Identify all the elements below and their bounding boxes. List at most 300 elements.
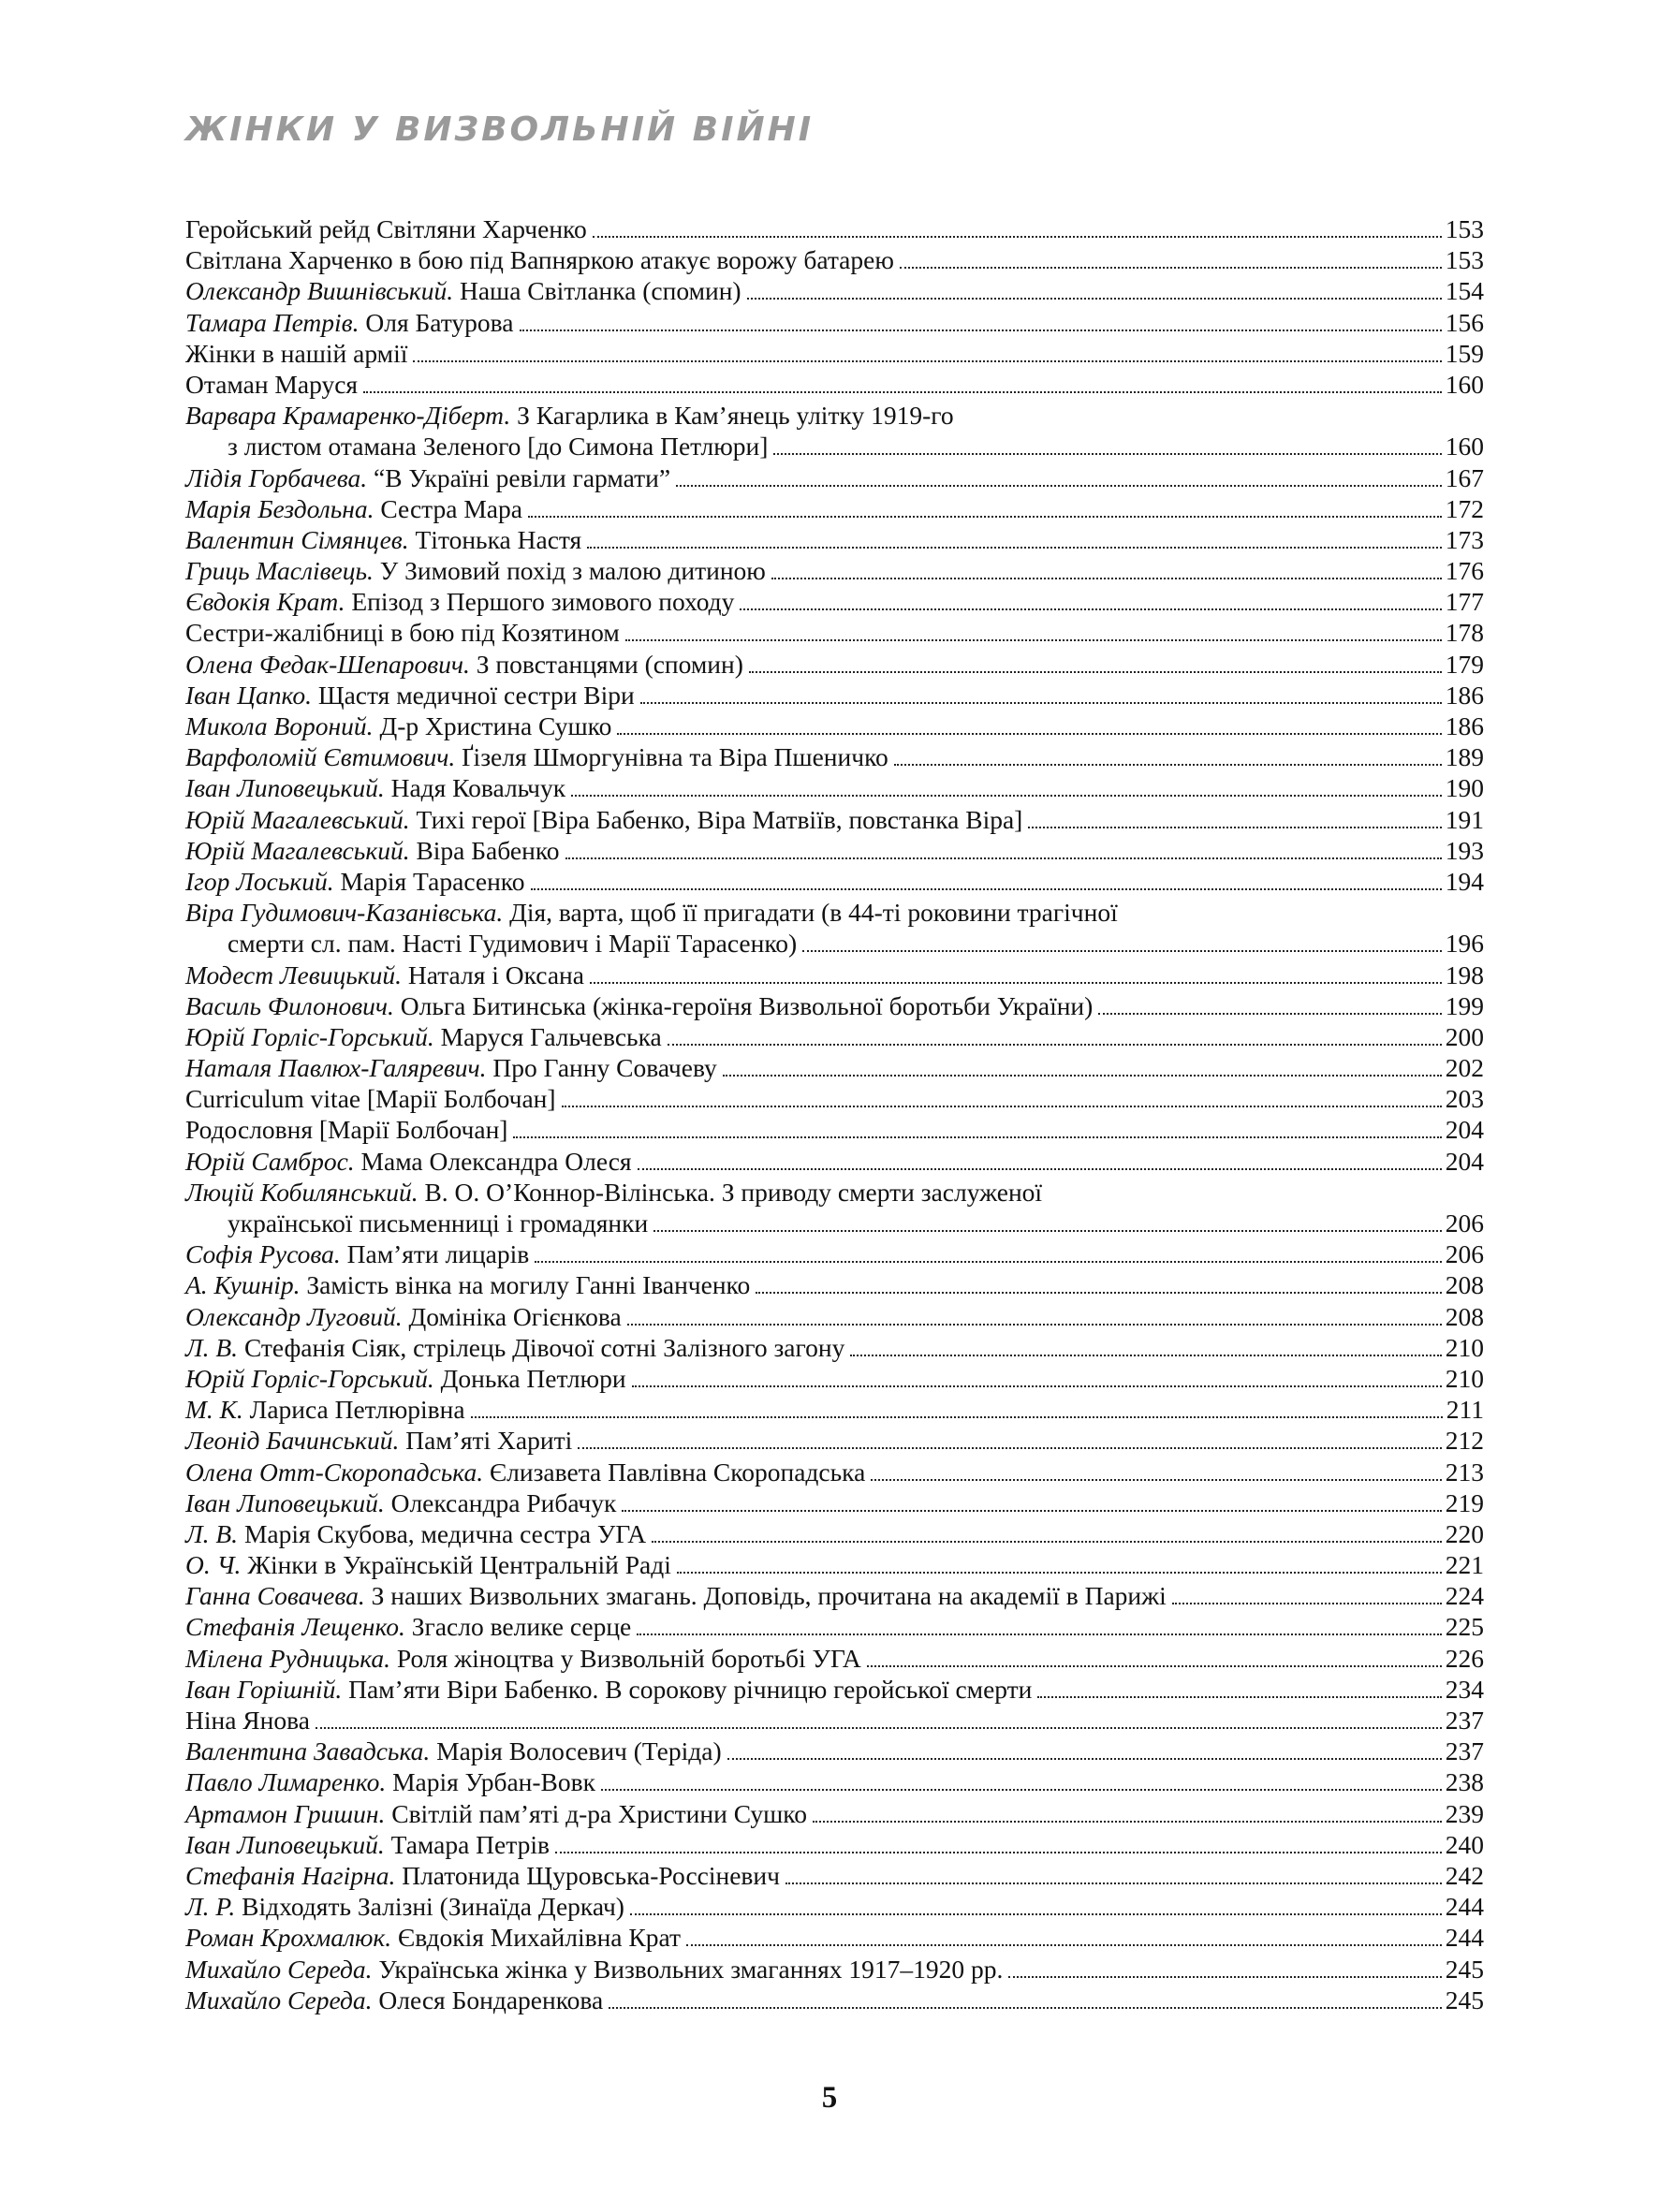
toc-entry-line [185,1021,1484,1052]
toc-entry-author: Л. Р. [185,1892,236,1922]
toc-entry-text [185,213,587,244]
toc-entry-text [185,1269,750,1300]
toc-entry-author: Марія Бездольна. [185,493,374,523]
toc-entry-text [185,369,358,400]
toc-entry-line [185,493,1484,524]
toc-entry-line [185,1083,1484,1114]
toc-entry [185,960,1484,990]
toc-entry-line [185,1954,1484,1985]
toc-entry-title: Донька Петлюри [440,1363,626,1393]
toc-entry [185,1021,1484,1052]
toc-entry-line [185,1052,1484,1083]
toc-entry-title: Пам’яти Віри Бабенко. В сорокову річницю геройської смерти [348,1674,1033,1704]
toc-page-number: 224 [1445,1581,1484,1611]
toc-entry-line [185,741,1484,772]
toc-entry-text [185,649,743,680]
dot-leader [571,795,1442,797]
toc-entry-text [185,338,407,369]
toc-entry-author: Стефанія Лещенко. [185,1612,405,1642]
toc-page-number: 186 [1445,680,1484,710]
toc-entry-text [185,1798,807,1829]
toc-entry-title: Пам’яті Хариті [405,1426,573,1456]
toc-entry-title: Світлій пам’яті д-ра Христини Сушко [391,1798,808,1828]
toc-page-number: 153 [1445,214,1484,243]
toc-page-number: 190 [1445,773,1484,803]
toc-entry-author: Стефанія Нагірна. [185,1860,396,1890]
toc-entry-title: Сестра Мара [380,493,522,523]
toc-entry [185,1643,1484,1674]
toc-entry [185,1114,1484,1145]
dot-leader [638,1168,1442,1170]
dot-leader [773,453,1441,455]
dot-leader [686,1944,1442,1946]
toc-entry-line [185,835,1484,866]
toc-entry-author: Юрій Горліс-Горський. [185,1021,434,1051]
toc-entry-text [185,1705,310,1736]
toc-entry [185,804,1484,835]
toc-entry-title: Родословня [Марії Болбочан] [185,1115,508,1145]
toc-entry [185,1891,1484,1922]
toc-entry-text [185,1363,626,1394]
toc-entry [185,524,1484,555]
toc-entry-title: Стефанія Сіяк, стрілець Дівочої сотні Залізного загону [243,1332,845,1362]
toc-entry-title: Мама Олександра Олеся [360,1146,632,1176]
dot-leader [625,639,1442,641]
toc-entry [185,617,1484,648]
toc-entry-text [185,1766,595,1797]
toc-entry-line [185,1457,1484,1487]
toc-entry-author: Валентин Сімянцев. [185,524,409,554]
toc-entry [185,1549,1484,1580]
dot-leader [850,1355,1441,1356]
toc-entry-title: З повстанцями (спомин) [476,649,743,679]
toc-entry-text [185,555,766,586]
toc-page-number: 210 [1445,1332,1484,1362]
dot-leader [609,2007,1442,2009]
toc-entry-text [185,1178,1042,1207]
toc-entry-line [185,990,1484,1021]
toc-entry-title-continued: української письменниці і громадянки [228,1209,649,1238]
toc-entry-title: Тамара Петрів [390,1829,550,1859]
toc-entry-line [185,1891,1484,1922]
toc-entry-title: Українська жінка у Визвольних змаганнях 1917–1920 рр. [378,1954,1004,1984]
toc-page-number: 225 [1445,1612,1484,1642]
toc-entry-author: Іван Горішній. [185,1674,343,1704]
toc-entry-text [185,680,635,710]
toc-page-number: 203 [1445,1084,1484,1114]
toc-page-number: 208 [1445,1270,1484,1300]
toc-entry-line [185,275,1484,306]
toc-entry [185,1798,1484,1829]
toc-page-number: 200 [1445,1021,1484,1051]
toc-entry [185,400,1484,461]
toc-page-number: 240 [1445,1829,1484,1859]
dot-leader [668,1044,1442,1046]
toc-entry-author: Олександр Вишнівський. [185,276,454,306]
dot-leader [601,1789,1442,1791]
toc-entry-continuation [185,928,1484,959]
toc-entry-text [185,1301,622,1332]
page-number: 5 [821,2081,838,2115]
toc-entry-text [185,804,1022,835]
toc-entry-line [185,307,1484,338]
toc-entry-author: Софія Русова. [185,1239,341,1269]
toc-entry-line [185,772,1484,803]
toc-entry-text [185,1829,550,1860]
toc-entry-line [185,1301,1484,1332]
toc-page-number: 202 [1445,1053,1484,1083]
toc-entry [185,1052,1484,1083]
toc-entry [185,649,1484,680]
dot-leader [528,516,1442,518]
toc-entry-title: Жінки в Українській Центральній Раді [247,1550,671,1580]
toc-entry [185,1922,1484,1953]
toc-page-number: 206 [1445,1209,1484,1238]
toc-entry-line [185,1114,1484,1145]
toc-entry-line [185,649,1484,680]
toc-page-number: 194 [1445,866,1484,896]
toc-entry-author: Олександр Луговий. [185,1301,403,1331]
toc-entry [185,741,1484,772]
toc-entry [185,1269,1484,1300]
toc-entry-line [185,369,1484,400]
toc-entry [185,555,1484,586]
toc-entry-title: Олеся Бондаренкова [378,1985,604,2014]
toc-entry-author: О. Ч. [185,1550,242,1580]
toc-entry [185,462,1484,493]
toc-entry-text [185,1891,624,1922]
toc-page-number: 206 [1445,1239,1484,1269]
toc-entry-text [185,1860,780,1891]
dot-leader [627,1324,1442,1326]
toc-entry-author: Микола Вороний. [185,711,374,740]
toc-page-number: 239 [1445,1798,1484,1828]
toc-entry-line [185,1363,1484,1394]
dot-leader [749,671,1442,673]
toc-page-number: 177 [1445,587,1484,617]
toc-page-number: 189 [1445,742,1484,772]
toc-entry [185,1487,1484,1518]
dot-leader [1098,1013,1441,1015]
toc-entry [185,369,1484,400]
dot-leader [535,1261,1441,1263]
toc-entry-text [185,462,670,493]
toc-entry-author: Михайло Середа. [185,1985,373,2014]
toc-entry-line [185,1425,1484,1456]
toc-entry-author: Модест Левицький. [185,960,402,989]
toc-entry [185,1985,1484,2015]
toc-entry-line [185,1177,1484,1208]
toc-entry-title: Євдокія Михайлівна Крат [398,1923,681,1953]
toc-entry-author: Юрій Самброс. [185,1146,355,1176]
dot-leader [771,578,1442,579]
toc-entry-author: Тамара Петрів. [185,307,360,337]
dot-leader [1028,827,1441,828]
toc-entry-title: Тітонька Настя [415,524,582,554]
toc-entry-continuation [185,431,1484,461]
toc-entry-title: Олександра Рибачук [390,1487,617,1517]
dot-leader [630,1913,1442,1915]
toc-page-number: 226 [1445,1643,1484,1673]
toc-entry-title: Геройський рейд Світляни Харченко [185,214,587,243]
toc-entry-text [185,1736,722,1766]
toc-entry-text [185,1922,681,1953]
toc-page-number: 245 [1445,1985,1484,2014]
dot-leader [363,391,1442,393]
toc-entry-title: В. О. О’Коннор-Вілінська. З приводу смерти заслуженої [424,1177,1043,1207]
toc-entry-line [185,680,1484,710]
dot-leader [652,1541,1442,1543]
toc-entry-line [185,1985,1484,2015]
dot-leader [676,485,1442,487]
toc-entry-line [185,1487,1484,1518]
toc-entry-line [185,338,1484,369]
toc-entry [185,244,1484,275]
toc-entry-text [185,244,894,275]
toc-entry [185,1301,1484,1332]
toc-entry-title: Curriculum vitae [Марії Болбочан] [185,1084,556,1114]
toc-page-number: 244 [1445,1923,1484,1953]
toc-entry-line [185,960,1484,990]
toc-entry-author: Василь Филонович. [185,990,394,1020]
toc-entry-text [185,772,565,803]
toc-entry [185,213,1484,244]
toc-entry [185,990,1484,1021]
toc-entry [185,1425,1484,1456]
toc-entry-author: Олена Федак-Шепарович. [185,649,470,679]
toc-entry [185,1457,1484,1487]
toc-page-number: 204 [1445,1146,1484,1176]
toc-entry-title: Пам’яти лицарів [346,1239,530,1269]
toc-entry-author: Варвара Крамаренко-Діберт. [185,401,511,431]
toc-entry-title: Роля жіноцтва у Визвольній боротьбі УГА [396,1643,861,1673]
toc-entry-title: З наших Визвольних змагань. Доповідь, прочитана на академії в Парижі [371,1581,1167,1611]
toc-entry-text [185,1394,465,1425]
toc-entry-title-continued: смерти сл. пам. Насті Гудимович і Марії Тарасенко) [228,929,798,959]
toc-entry-text [185,493,522,524]
toc-entry-line [185,897,1484,928]
toc-page-number: 238 [1445,1767,1484,1797]
toc-page-number: 204 [1445,1115,1484,1145]
toc-entry-author: Іван Липовецький. [185,1487,385,1517]
dot-leader [867,1665,1442,1667]
toc-entry-author: Іван Цапко. [185,680,312,710]
toc-entry-text [185,1238,529,1269]
toc-page-number: 173 [1445,524,1484,554]
toc-entry-author: Юрій Магалевський. [185,835,410,865]
toc-page-number: 208 [1445,1301,1484,1331]
toc-entry-author: Люцій Кобилянський. [185,1177,418,1207]
toc-entry-line [185,1643,1484,1674]
toc-entry [185,1611,1484,1642]
toc-entry-author: Гриць Маслівець. [185,556,374,586]
toc-entry-title: Марія Скубова, медична сестра УГА [243,1518,647,1548]
toc-page-number: 179 [1445,649,1484,679]
toc-entry-line [185,213,1484,244]
toc-entry [185,710,1484,741]
toc-entry-title: Марія Волосевич (Теріда) [436,1736,722,1766]
toc-entry-author: Євдокія Крат. [185,587,345,617]
toc-entry [185,1674,1484,1705]
toc-entry [185,1580,1484,1611]
toc-page-number: 212 [1445,1426,1484,1456]
toc-entry-text [185,741,888,772]
toc-page-number: 198 [1445,960,1484,989]
toc-entry-title: Ольга Битинська (жінка-героїня Визвольної боротьби України) [400,990,1094,1020]
toc-entry-line [185,524,1484,555]
toc-entry-line [185,1611,1484,1642]
toc-entry-title: Єлизавета Павлівна Скоропадська [489,1457,866,1487]
toc-page-number: 186 [1445,711,1484,740]
toc-entry-text [185,1146,632,1177]
toc-entry-text [185,1021,662,1052]
dot-leader [900,267,1442,269]
toc-entry-title: Епізод з Першого зимового походу [351,587,735,617]
toc-entry-line [185,866,1484,897]
toc-entry-title: Віра Бабенко [416,835,560,865]
toc-entry [185,897,1484,959]
dot-leader [593,236,1442,238]
toc-entry-text [185,866,525,897]
dot-leader [740,608,1441,610]
toc-entry-title: Згасло велике серце [411,1612,632,1642]
toc-page-number: 221 [1445,1550,1484,1580]
toc-entry-title: Дія, варта, щоб її пригадати (в 44-ті роковини трагічної [509,898,1118,928]
dot-leader [555,1852,1442,1853]
toc-entry-text [185,898,1118,927]
toc-entry [185,275,1484,306]
toc-entry-text [185,990,1093,1021]
toc-entry [185,1146,1484,1177]
toc-page-number: 193 [1445,835,1484,865]
toc-entry-title: Д-р Христина Сушко [379,711,612,740]
toc-entry-line [185,400,1484,431]
toc-entry-text [185,401,954,430]
toc-entry-title: З Кагарлика в Кам’янець улітку 1919-го [517,401,954,431]
toc-entry [185,1766,1484,1797]
toc-entry-title: Отаман Маруся [185,369,359,399]
toc-page-number: 237 [1445,1736,1484,1766]
toc-entry [185,1518,1484,1549]
toc-entry-author: Ігор Лоський. [185,866,334,896]
toc-entry-title: Домініка Огієнкова [408,1301,622,1331]
toc-page-number: 245 [1445,1954,1484,1984]
toc-entry-text [185,1611,631,1642]
dot-leader [513,1136,1441,1138]
toc-entry-text [185,1114,507,1145]
toc-entry-author: Л. В. [185,1332,239,1362]
dot-leader [894,764,1442,766]
toc-entry-title: У Зимовий похід з малою дитиною [379,556,766,586]
dot-leader [727,1758,1442,1760]
toc-entry-title-continued: з листом отамана Зеленого [до Симона Петлюри] [228,432,769,461]
toc-entry [185,866,1484,897]
toc-page-number: 219 [1445,1487,1484,1517]
toc-entry-line [185,1549,1484,1580]
dot-leader [617,733,1441,735]
dot-leader [622,1510,1441,1512]
dot-leader [1037,1696,1441,1698]
toc-entry [185,338,1484,369]
toc-entry-text [185,586,734,617]
toc-entry [185,1238,1484,1269]
toc-entry-author: Роман Крохмалюк. [185,1923,392,1953]
toc-entry-line [185,1860,1484,1891]
toc-entry-text [185,1518,646,1549]
toc-page-number: 199 [1445,990,1484,1020]
toc-entry [185,1394,1484,1425]
toc-entry [185,1954,1484,1985]
toc-entry [185,1705,1484,1736]
toc-entry-line [185,1736,1484,1766]
toc-entry-line [185,1766,1484,1797]
toc-entry-author: Валентина Завадська. [185,1736,431,1766]
dot-leader [756,1292,1441,1294]
toc-entry-line [185,1674,1484,1705]
toc-entry-line [185,1580,1484,1611]
dot-leader [520,330,1442,331]
toc-page-number: 172 [1445,493,1484,523]
toc-entry-title: Маруся Гальчевська [440,1021,662,1051]
dot-leader [871,1479,1441,1481]
toc-entry-title: Марія Тарасенко [340,866,525,896]
toc-entry-author: Наталя Павлюх-Галяревич. [185,1053,487,1083]
toc-entry-text [185,1332,844,1363]
dot-leader [413,360,1441,362]
toc-entry-title: Платонида Щуровська-Россіневич [402,1860,780,1890]
toc-entry-title: “В Україні ревіли гармати” [374,462,671,492]
toc-entry-line [185,804,1484,835]
toc-entry-author: Михайло Середа. [185,1954,373,1984]
dot-leader [747,298,1442,300]
toc-entry-line [185,1146,1484,1177]
toc-entry-text [185,1083,556,1114]
toc-entry-text [185,1487,616,1518]
toc-entry-author: Л. В. [185,1518,239,1548]
toc-entry [185,493,1484,524]
toc-entry-text [185,524,581,555]
toc-entry-text [185,1549,671,1580]
toc-entry-title: Замість вінка на могилу Ганні Іванченко [306,1270,751,1300]
toc-entry-author: Іван Липовецький. [185,773,385,803]
toc-entry [185,772,1484,803]
toc-entry-text [185,1674,1032,1705]
toc-entry-text [185,1425,572,1456]
toc-page-number: 156 [1445,307,1484,337]
dot-leader [590,982,1442,984]
toc-entry-author: Олена Отт-Скоропадська. [185,1457,484,1487]
dot-leader [802,950,1442,952]
dot-leader [785,1882,1442,1884]
toc-entry-line [185,1705,1484,1736]
toc-entry-author: Лідія Горбачева. [185,462,368,492]
toc-entry-author: М. К. [185,1395,243,1425]
running-head: ЖІНКИ У ВИЗВОЛЬНІЙ ВІЙНІ [185,110,815,149]
toc-entry [185,1332,1484,1363]
toc-entry-author: Іван Липовецький. [185,1829,385,1859]
toc-page-number: 153 [1445,245,1484,275]
table-of-contents [185,213,1484,2015]
toc-entry-line [185,1332,1484,1363]
toc-entry-author: Павло Лимаренко. [185,1767,387,1797]
toc-entry-author: А. Кушнір. [185,1270,301,1300]
toc-entry-title: Про Ганну Совачеву [492,1053,717,1083]
toc-page-number: 191 [1445,804,1484,834]
toc-entry-title: Тихі герої [Віра Бабенко, Віра Матвіїв, повстанка Віра] [416,804,1023,834]
dot-leader [632,1385,1442,1387]
toc-entry [185,1083,1484,1114]
toc-entry [185,680,1484,710]
